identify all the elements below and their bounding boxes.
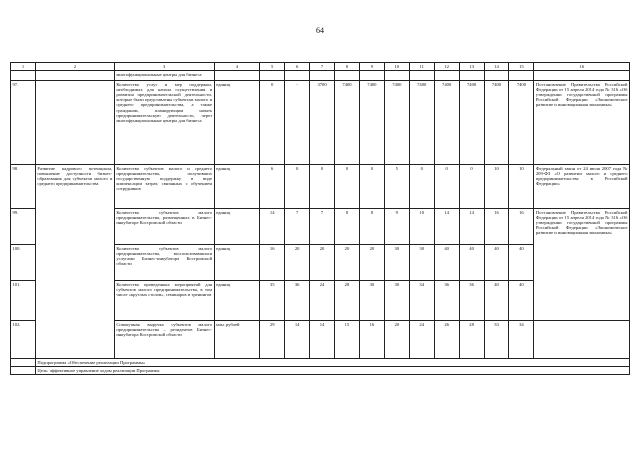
value-cell: 5 bbox=[384, 165, 409, 209]
header-cell: 2 bbox=[35, 63, 114, 71]
value-cell: - bbox=[285, 81, 310, 165]
value-cell: 7400 bbox=[384, 81, 409, 165]
value-cell: 24 bbox=[409, 321, 434, 359]
row-unit: единиц bbox=[214, 209, 260, 245]
header-cell: 13 bbox=[459, 63, 484, 71]
value-cell: 8 bbox=[335, 209, 360, 245]
value-cell: 8 bbox=[359, 209, 384, 245]
value-cell: 15 bbox=[335, 321, 360, 359]
value-cell: 30 bbox=[359, 281, 384, 321]
value-cell: 20 bbox=[384, 321, 409, 359]
value-cell: 14 bbox=[434, 209, 459, 245]
value-cell: 6 bbox=[260, 165, 285, 209]
goal-row bbox=[11, 367, 630, 375]
value-cell: 28 bbox=[459, 321, 484, 359]
header-cell: 6 bbox=[285, 63, 310, 71]
continuation-text: многофункциональные центры для бизнеса bbox=[114, 71, 214, 81]
value-cell: 28 bbox=[335, 281, 360, 321]
value-cell: 36 bbox=[434, 281, 459, 321]
value-cell: 20 bbox=[310, 245, 335, 281]
indicators-table bbox=[10, 62, 630, 375]
value-cell: 7400 bbox=[484, 81, 509, 165]
row-number: 101. bbox=[11, 281, 36, 321]
value-cell: 30 bbox=[384, 245, 409, 281]
subprogram-row bbox=[11, 359, 630, 367]
value-cell: 3700 bbox=[310, 81, 335, 165]
value-cell: 26 bbox=[434, 321, 459, 359]
value-cell: 29 bbox=[260, 321, 285, 359]
value-cell: 34 bbox=[409, 281, 434, 321]
header-cell: 4 bbox=[214, 63, 260, 71]
value-cell: 40 bbox=[484, 281, 509, 321]
row-unit: млн. рублей bbox=[214, 321, 260, 359]
value-cell: 0 bbox=[434, 165, 459, 209]
value-cell: 0 bbox=[409, 165, 434, 209]
row-indicator: Количество субъектов малого и среднего предпринимательства, получивших государственную поддержку в виде компенсации затрат, связанных с обучением сотрудников bbox=[114, 165, 214, 209]
value-cell: 33 bbox=[484, 321, 509, 359]
value-cell: 7400 bbox=[359, 81, 384, 165]
row-indicator: Количество услуг и мер поддержки, необходимых для начала осуществления и развития предпринимательской деятельности, которые были представлены субъектам малого и среднего предпринимательства, а также гражданам, планирующим начать предпринимательскую деятельность, через многофункциональные центры для бизнеса bbox=[114, 81, 214, 165]
value-cell: 40 bbox=[459, 245, 484, 281]
value-cell: 7 bbox=[310, 209, 335, 245]
value-cell: 40 bbox=[434, 245, 459, 281]
row-number: 102. bbox=[11, 321, 36, 359]
value-cell: 16 bbox=[509, 209, 534, 245]
value-cell: 7 bbox=[285, 209, 310, 245]
value-cell: 30 bbox=[384, 281, 409, 321]
row-unit: единиц bbox=[214, 165, 260, 209]
value-cell: 0 bbox=[285, 165, 310, 209]
value-cell: 16 bbox=[359, 321, 384, 359]
table-row bbox=[11, 81, 630, 165]
value-cell: 0 bbox=[335, 165, 360, 209]
value-cell: 24 bbox=[310, 281, 335, 321]
row-unit: единиц bbox=[214, 281, 260, 321]
row-basis: Постановление Правительства Российской Федерации от 15 апреля 2014 года № 316 «Об утверждении государственной программы Российской Федерации «Экономическое развитие и инновационная экономика» bbox=[534, 209, 630, 321]
value-cell: 14 bbox=[310, 321, 335, 359]
value-cell: 36 bbox=[285, 281, 310, 321]
value-cell: 40 bbox=[484, 245, 509, 281]
header-cell: 14 bbox=[484, 63, 509, 71]
row-basis: Постановление Правительства Российской Федерации от 15 апреля 2014 года № 316 «Об утверждении государственной программы Российской Федерации «Экономическое развитие и инновационная экономика» bbox=[534, 81, 630, 165]
row-indicator: Количество субъектов малого предпринимательства, воспользовавшихся услугами Бизнес-инкубатора Костромской области bbox=[114, 245, 214, 281]
header-cell: 15 bbox=[509, 63, 534, 71]
value-cell: 7400 bbox=[434, 81, 459, 165]
row-goal bbox=[35, 81, 114, 165]
value-cell: 10 bbox=[409, 209, 434, 245]
header-cell: 7 bbox=[310, 63, 335, 71]
header-cell: 5 bbox=[260, 63, 285, 71]
row-number: 98. bbox=[11, 165, 36, 209]
header-cell: 3 bbox=[114, 63, 214, 71]
row-goal: Развитие кадрового потенциала, повышение доступности бизнес-образования для субъектов малого и среднего предпринимательства bbox=[35, 165, 114, 359]
value-cell: 0 bbox=[359, 165, 384, 209]
goal-title: Цель: эффективное управление ходом реализации Программы bbox=[35, 367, 629, 375]
subprogram-title: Подпрограмма «Обеспечение реализации Программы» bbox=[35, 359, 629, 367]
row-number: 99. bbox=[11, 209, 36, 245]
row-indicator: Количество субъектов малого предпринимательства, размещенных в Бизнес-инкубаторе Костромской области bbox=[114, 209, 214, 245]
value-cell: 7400 bbox=[335, 81, 360, 165]
value-cell: 10 bbox=[484, 165, 509, 209]
value-cell: 14 bbox=[459, 209, 484, 245]
row-indicator: Количество проведенных мероприятий для субъектов малого предпринимательства, в том числе «круглых столов», семинаров и тренингов bbox=[114, 281, 214, 321]
table-row bbox=[11, 165, 630, 209]
header-cell: 10 bbox=[384, 63, 409, 71]
header-cell: 12 bbox=[434, 63, 459, 71]
header-cell: 16 bbox=[534, 63, 630, 71]
value-cell: 7400 bbox=[459, 81, 484, 165]
value-cell: 9 bbox=[384, 209, 409, 245]
continuation-row bbox=[11, 71, 630, 81]
header-cell: 1 bbox=[11, 63, 36, 71]
value-cell: 10 bbox=[509, 165, 534, 209]
value-cell: 16 bbox=[484, 209, 509, 245]
value-cell: 0 bbox=[459, 165, 484, 209]
value-cell: 20 bbox=[285, 245, 310, 281]
row-indicator: Совокупная выручка субъектов малого предпринимательства – резидентов Бизнес-инкубатора Костромской области bbox=[114, 321, 214, 359]
value-cell: 40 bbox=[509, 281, 534, 321]
row-unit: единиц bbox=[214, 81, 260, 165]
value-cell: 7400 bbox=[509, 81, 534, 165]
value-cell: 16 bbox=[260, 245, 285, 281]
value-cell: 0 bbox=[260, 81, 285, 165]
value-cell: 14 bbox=[285, 321, 310, 359]
row-basis: Федеральный закон от 24 июля 2007 года № 209-ФЗ «О развитии малого и среднего предпринимательства в Российской Федерации» bbox=[534, 165, 630, 209]
value-cell: 35 bbox=[260, 281, 285, 321]
value-cell: 40 bbox=[509, 245, 534, 281]
header-row bbox=[11, 63, 630, 71]
row-number: 97. bbox=[11, 81, 36, 165]
row-number: 100. bbox=[11, 245, 36, 281]
value-cell: 0 bbox=[310, 165, 335, 209]
row-unit: единиц bbox=[214, 245, 260, 281]
value-cell: 14 bbox=[260, 209, 285, 245]
value-cell: 20 bbox=[359, 245, 384, 281]
value-cell: 34 bbox=[509, 321, 534, 359]
value-cell: 20 bbox=[335, 245, 360, 281]
header-cell: 8 bbox=[335, 63, 360, 71]
value-cell: 30 bbox=[409, 245, 434, 281]
page-number: 64 bbox=[316, 26, 324, 35]
value-cell: 7400 bbox=[409, 81, 434, 165]
value-cell: 36 bbox=[459, 281, 484, 321]
header-cell: 11 bbox=[409, 63, 434, 71]
header-cell: 9 bbox=[359, 63, 384, 71]
